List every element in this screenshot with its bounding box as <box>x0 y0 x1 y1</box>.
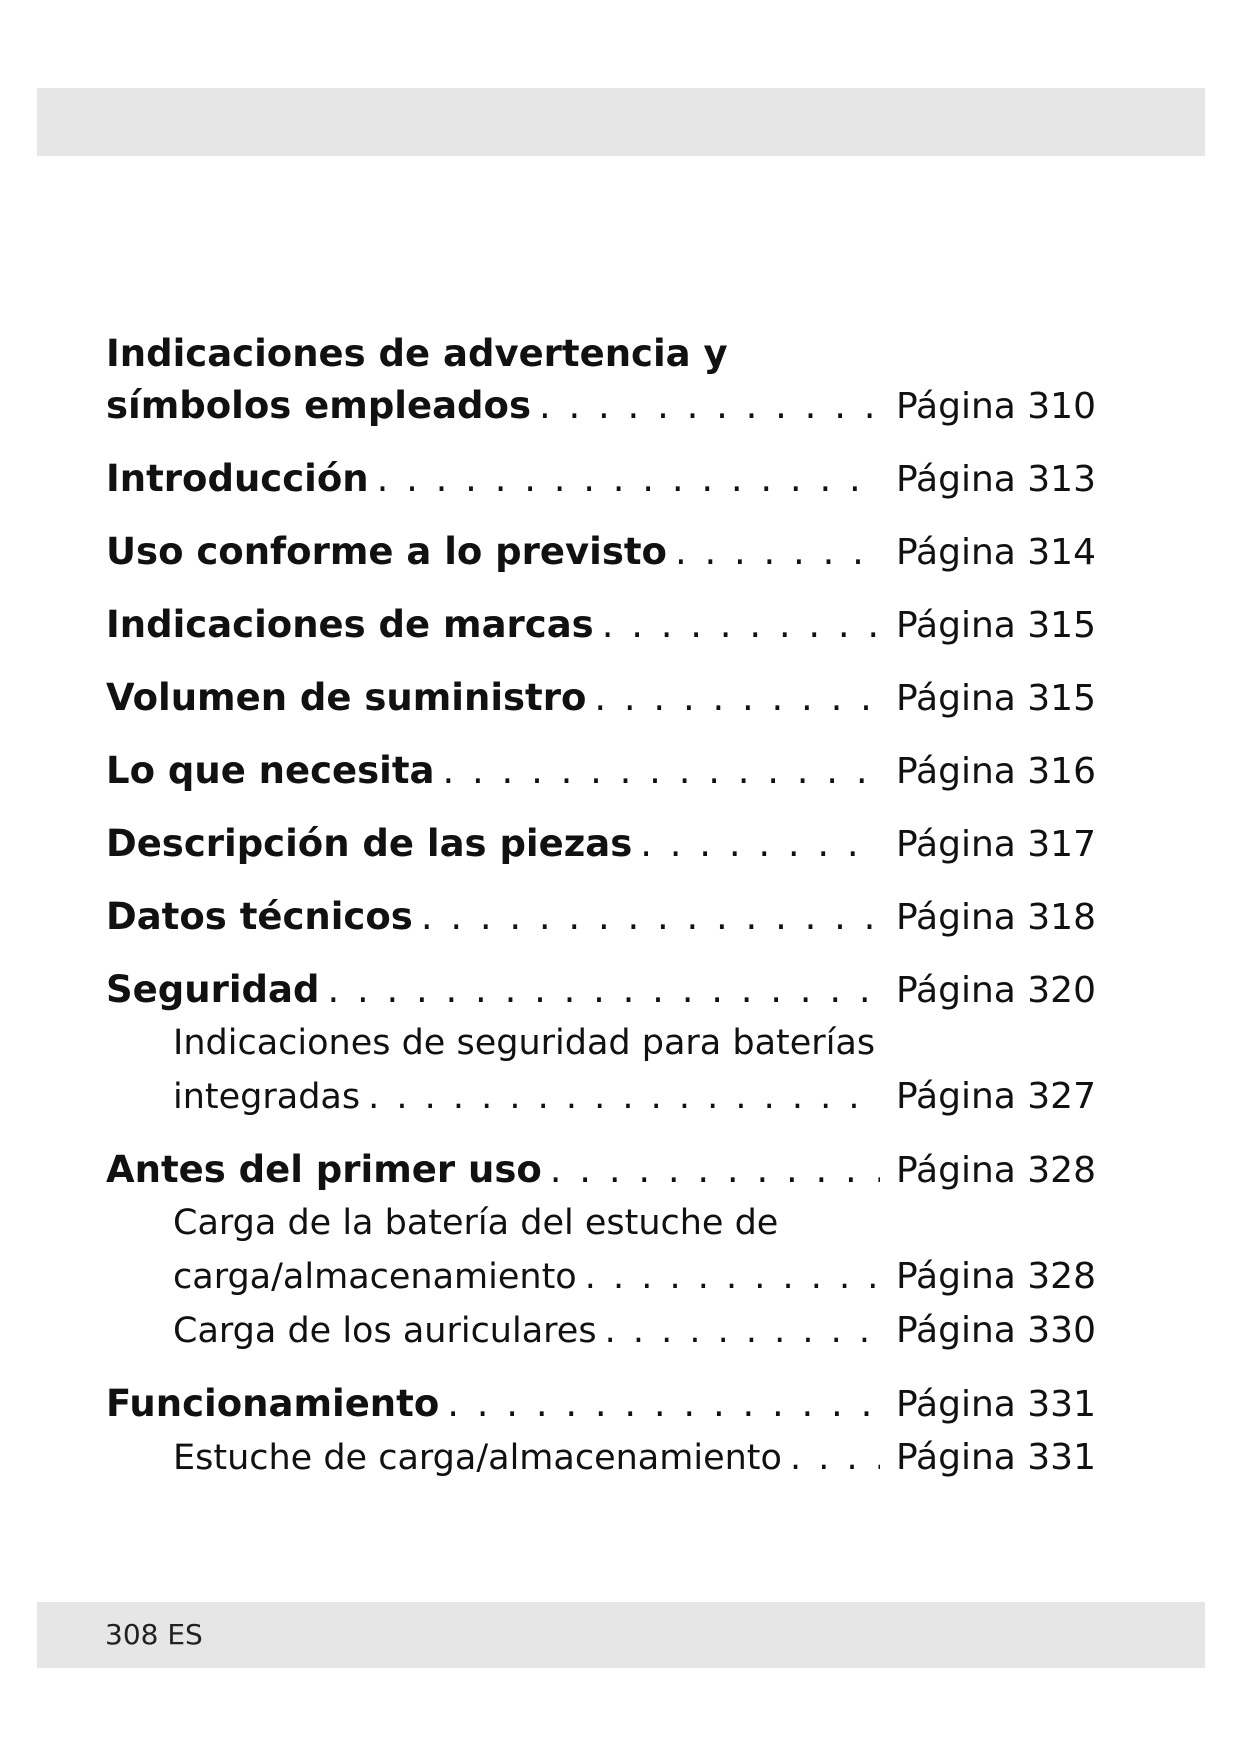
toc-subentry[interactable] <box>106 1070 1096 1124</box>
toc-entry[interactable] <box>106 328 1096 433</box>
dot-leader <box>443 745 880 797</box>
toc-entry-page: Página 315 <box>895 605 1096 646</box>
toc-subentry-title-line1: Carga de la batería del estuche de <box>173 1203 779 1243</box>
toc-entry[interactable] <box>106 526 1096 579</box>
toc-subentry-page: Página 327 <box>895 1076 1096 1117</box>
toc-entry-page: Página 315 <box>895 678 1096 719</box>
dot-leader <box>447 1378 880 1430</box>
toc-entry-title: Antes del primer uso <box>106 1148 542 1191</box>
toc-subentry-title: carga/almacenamiento <box>173 1257 577 1297</box>
toc-entry-title: Uso conforme a lo previsto <box>106 530 667 573</box>
dot-leader <box>640 818 880 870</box>
toc-entry-title: Volumen de suministro <box>106 676 587 719</box>
dot-leader <box>790 1432 880 1485</box>
toc-entry-title: Lo que necesita <box>106 749 435 792</box>
toc-subentry-title: Estuche de carga/almacenamiento <box>173 1438 782 1478</box>
dot-leader <box>585 1251 880 1304</box>
footer-band <box>37 1602 1205 1668</box>
dot-leader <box>675 526 880 578</box>
toc-entry-title: Introducción <box>106 457 369 500</box>
toc-subentry-title: Carga de los auriculares <box>173 1311 597 1351</box>
toc-entry-title: símbolos empleados <box>106 384 531 427</box>
toc-subentry[interactable] <box>106 1431 1096 1485</box>
toc-entry[interactable] <box>106 453 1096 506</box>
toc-subentry-page: Página 328 <box>895 1256 1096 1297</box>
toc-entry-page: Página 331 <box>895 1384 1096 1425</box>
toc-entry-page: Página 320 <box>895 970 1096 1011</box>
toc-subentry[interactable] <box>106 1304 1096 1358</box>
toc-subentry-page: Página 330 <box>895 1310 1096 1351</box>
toc-entry-title: Seguridad <box>106 968 320 1011</box>
dot-leader <box>368 1071 880 1124</box>
toc-entry-page: Página 316 <box>895 751 1096 792</box>
toc-entry-page: Página 328 <box>895 1150 1096 1191</box>
toc-subentry-title: integradas <box>173 1077 361 1117</box>
dot-leader <box>550 1144 880 1196</box>
dot-leader <box>602 599 880 651</box>
table-of-contents <box>106 328 1096 1505</box>
toc-subentry-title-line1: Indicaciones de seguridad para baterías <box>173 1023 876 1063</box>
toc-entry-title-line1: Indicaciones de advertencia y <box>106 332 728 375</box>
toc-entry[interactable] <box>106 672 1096 725</box>
header-band <box>37 88 1205 156</box>
toc-entry-page: Página 313 <box>895 459 1096 500</box>
toc-entry-page: Página 318 <box>895 897 1096 938</box>
toc-entry-title: Datos técnicos <box>106 895 413 938</box>
dot-leader <box>539 380 880 432</box>
toc-entry[interactable] <box>106 891 1096 944</box>
toc-entry[interactable] <box>106 745 1096 798</box>
toc-entry-page: Página 310 <box>895 386 1096 427</box>
toc-subentry-page: Página 331 <box>895 1437 1096 1478</box>
dot-leader <box>594 672 880 724</box>
toc-entry-title: Funcionamiento <box>106 1382 440 1425</box>
toc-entry-page: Página 314 <box>895 532 1096 573</box>
page-number: 308 ES <box>105 1618 203 1651</box>
toc-entry[interactable] <box>106 1144 1096 1358</box>
toc-entry-title: Indicaciones de marcas <box>106 603 594 646</box>
toc-entry[interactable] <box>106 964 1096 1124</box>
dot-leader <box>605 1305 880 1358</box>
toc-entry[interactable] <box>106 818 1096 871</box>
dot-leader <box>377 453 880 505</box>
toc-entry-page: Página 317 <box>895 824 1096 865</box>
dot-leader <box>421 891 880 943</box>
dot-leader <box>327 964 880 1016</box>
toc-subentry[interactable] <box>106 1250 1096 1304</box>
toc-entry[interactable] <box>106 599 1096 652</box>
toc-entry-title: Descripción de las piezas <box>106 822 633 865</box>
toc-entry[interactable] <box>106 1378 1096 1485</box>
